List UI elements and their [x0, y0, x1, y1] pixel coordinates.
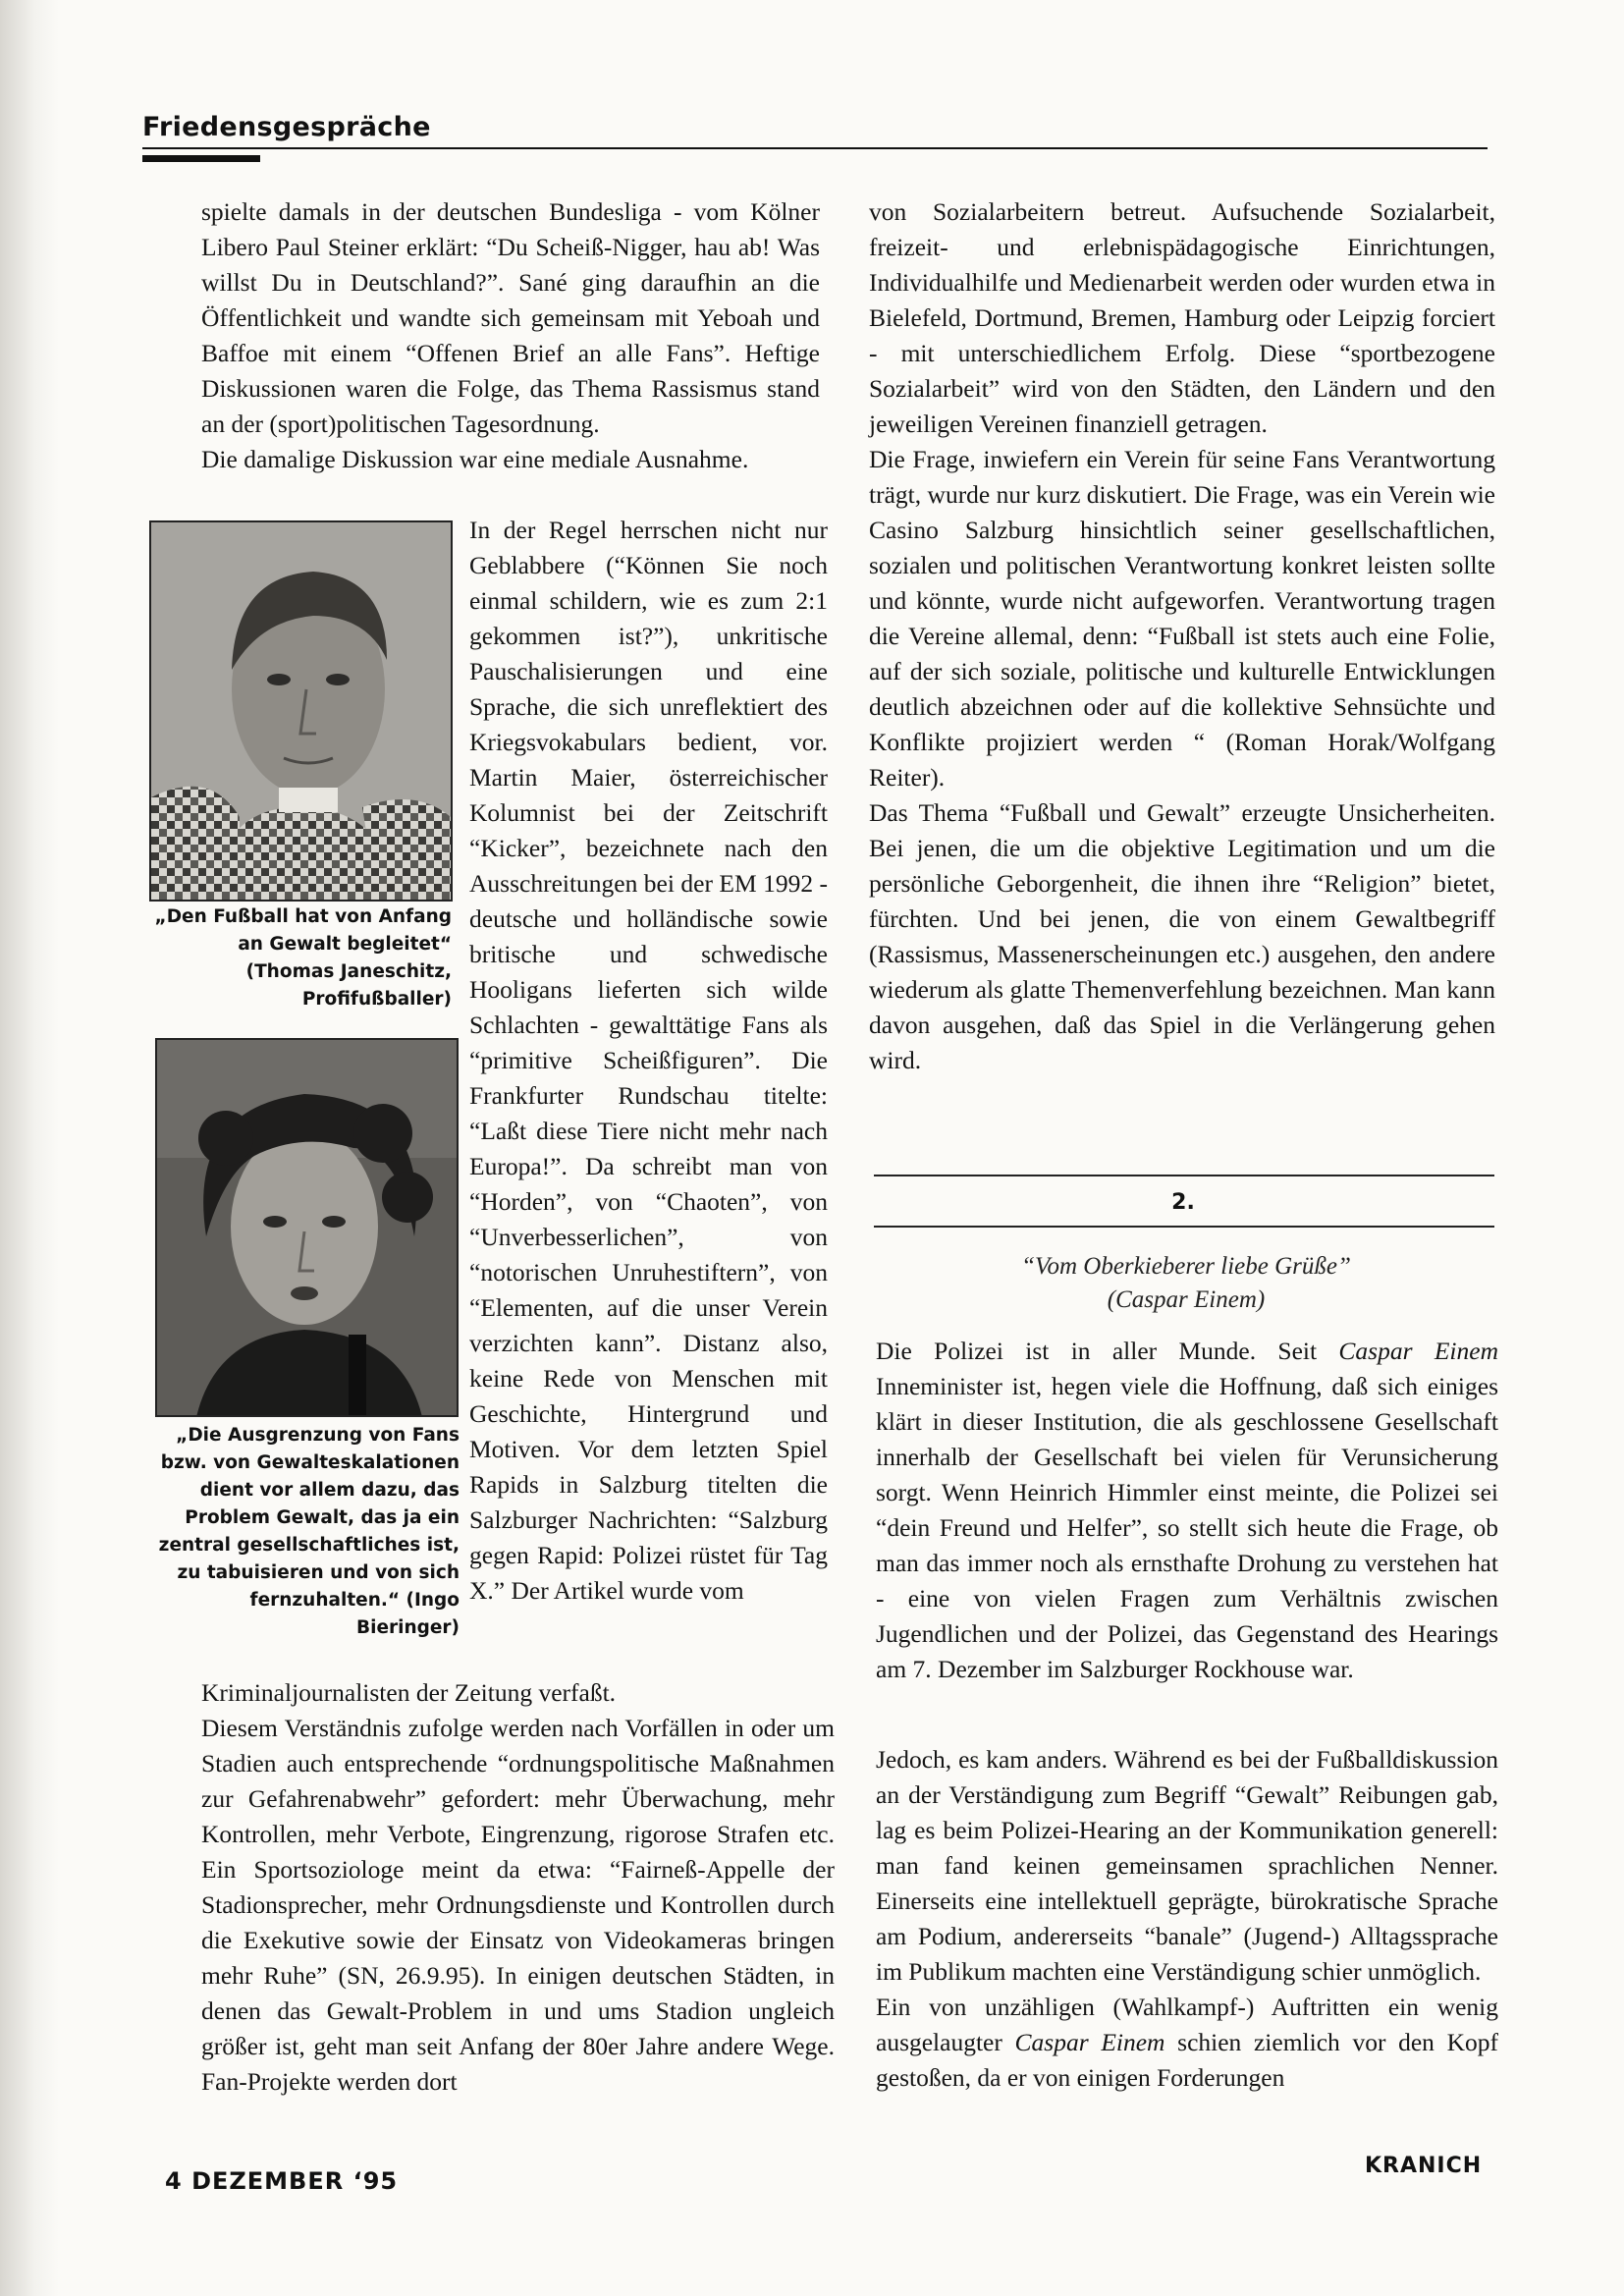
photo-ingo-bieringer [155, 1038, 459, 1417]
right-column-section2-p1 [876, 1334, 1498, 1687]
header-accent-bar [142, 155, 260, 162]
paragraph: Kriminaljournalisten der Zeitung verfaßt. [201, 1678, 617, 1707]
footer-issue [165, 2167, 398, 2195]
photo-caption: „Den Fußball hat von Anfang an Gewalt begleitet“ (Thomas Janeschitz, Profifußballer) [154, 906, 452, 1010]
issue-date: DEZEMBER ‘95 [191, 2167, 399, 2195]
header-rule [142, 147, 1488, 149]
paragraph: Jedoch, es kam anders. Während es bei der Fußballdiskussion an der Verständigung zum Begriff “Gewalt” Reibungen gab, lag es beim Polizei-Hearing an der Kommunikation generell: man fand keinen gemeinsamen sprachlichen Nenner. Einerseits eine intellektuell geprägte, bürokratische Sprache am Podium, andererseits “banale” (Jugend-) Alltagssprache im Publikum machten eine Verständigung schier unmöglich. [876, 1745, 1498, 1986]
paragraph: Ein von unzähligen (Wahlkampf-) Auftritten ein wenig ausgelaugter Caspar Einem schien ziemlich vor den Kopf gestoßen, da er von einigen Forderungen [876, 1993, 1499, 2092]
paragraph: Die damalige Diskussion war eine mediale Ausnahme. [201, 445, 749, 473]
magazine-name: KRANICH [1365, 2154, 1483, 2178]
photo-thomas-janeschitz [149, 520, 453, 902]
portrait-photo [157, 1040, 457, 1415]
section-divider-top [874, 1175, 1494, 1176]
paragraph: von Sozialarbeitern betreut. Aufsuchende Sozialarbeit, freizeit- und erlebnispädagogische Einrichtungen, Individualhilfe und Medienarbeit werden oder wurden etwa in Bielefeld, Dortmund, Bremen, Hamburg oder Leipzig forciert - mit unterschiedlichem Erfolg. Diese “sportbezogene Sozialarbeit” wird von den Städten, den Ländern und den jeweiligen Vereinen finanziell getragen. [869, 197, 1495, 438]
left-column-top [201, 194, 820, 477]
left-column-bottom [201, 1675, 835, 2100]
section-quote: “Vom Oberkieberer liebe Grüße” [1021, 1253, 1351, 1280]
section-number: 2. [1171, 1190, 1195, 1215]
paragraph: In der Regel herrschen nicht nur Geblabbere (“Können Sie noch einmal schildern, wie es zum 2:1 gekommen ist?”), unkritische Pauschalisierungen und eine Sprache, die sich unreflektiert des Kriegsvokabulars bedient, vor. Martin Maier, österreichischer Kolumnist bei der Zeitschrift “Kicker”, bezeichnete nach den Ausschreitungen bei der EM 1992 - deutsche und holländische sowie britische und schwedische Hooligans lieferten sich wilde Schlachten - gewalttätige Fans als “primitive Scheißfiguren”. Die Frankfurter Rundschau titelte: “Laßt diese Tiere nicht mehr nach Europa!”. Da schreibt man von “Horden”, von “Chaoten”, von “Unverbesserlichen”, von “notorischen Unruhestiftern”, von “Elementen, auf die unser Verein verzichten kann”. Distanz also, keine Rede von Menschen mit Geschichte, Hintergrund und Motiven. Vor dem letzten Spiel Rapids in Salzburg titelten die Salzburger Nachrichten: “Salzburg gegen Rapid: Polizei rüstet für Tag X.” Der Artikel wurde vom [469, 516, 828, 1605]
paragraph: Die Polizei ist in aller Munde. Seit Caspar Einem Inneminister ist, hegen viele die Hoffnung, daß sich einiges klärt in dieser Institution, die als geschlossene Gesellschaft innerhalb der Gesellschaft bei vielen für Verunsicherung sorgt. Wenn Heinrich Himmler einst meinte, die Polizei sei “dein Freund und Helfer”, so stellt sich heute die Frage, ob man das immer noch als ernsthafte Drohung zu verstehen hat - eine von vielen Fragen zum Verhältnis zwischen Jugendlichen und der Polizei, das Gegenstand des Hearings am 7. Dezember im Salzburger Rockhouse war. [876, 1337, 1498, 1683]
page-spine-shadow [0, 0, 59, 2296]
paragraph: spielte damals in der deutschen Bundesliga - vom Kölner Libero Paul Steiner erklärt: “Du Scheiß-Nigger, hau ab! Was willst Du in Deutschland?”. Sané ging daraufhin an die Öffentlichkeit und wandte sich gemeinsam mit Yeboah und Baffoe mit einem “Offenen Brief an alle Fans”. Heftige Diskussionen waren die Folge, das Thema Rassismus stand an der (sport)politischen Tagesordnung. [201, 197, 820, 438]
paragraph: Diesem Verständnis zufolge werden nach Vorfällen in oder um Stadien auch entsprechende “ordnungspolitische Maßnahmen zur Gefahrenabwehr” gefordert: mehr Überwachung, mehr Kontrollen, mehr Verbote, Eingrenzung, rigorose Strafen etc. Ein Sportsoziologe meint da etwa: “Fairneß-Appelle der Stadionsprecher, mehr Ordnungsdienste und Kontrollen durch die Exekutive sowie der Einsatz von Videokameras bringen mehr Ruhe” (SN, 26.9.95). In einigen deutschen Städten, in denen das Gewalt-Problem in und ums Stadion ungleich größer ist, geht man seit Anfang der 80er Jahre andere Wege. Fan-Projekte werden dort [201, 1714, 835, 2096]
right-column-top [869, 194, 1495, 1078]
portrait-photo [151, 522, 451, 900]
paragraph: Das Thema “Fußball und Gewalt” erzeugte Unsicherheiten. Bei jenen, die um die objektive Legitimation und um die persönliche Geborgenheit, die ihnen ihre “Religion” bietet, fürchten. Und bei jenen, die von einem Gewaltbegriff (Rassismus, Massenerscheinungen etc.) ausgehen, den andere wiederum als glatte Themenverfehlung bezeichnen. Man kann davon ausgehen, daß das Spiel in die Verlängerung gehen wird. [869, 798, 1495, 1074]
right-column-section2-p2 [876, 1742, 1498, 2096]
person-name: Caspar Einem [1014, 2028, 1165, 2056]
page-number: 4 [165, 2167, 183, 2195]
section-quote-attribution: (Caspar Einem) [1107, 1286, 1266, 1313]
left-column-middle [469, 513, 828, 1609]
section-title: Friedensgespräche [142, 112, 431, 142]
section-divider-bottom [874, 1226, 1494, 1228]
paragraph: Die Frage, inwiefern ein Verein für seine Fans Verantwortung trägt, wurde nur kurz diskutiert. Die Frage, was ein Verein wie Casino Salzburg hinsichtlich seiner gesellschaftlichen, sozialen und politischen Verantwortung konkret leisten sollte und könnte, wurde nicht aufgeworfen. Verantwortung tragen die Vereine allemal, denn: “Fußball ist stets auch eine Folie, auf der sich soziale, politische und kulturelle Entwicklungen deutlich abzeichnen oder auf die kollektive Sehnsüchte und Konflikte projiziert werden “ (Roman Horak/Wolfgang Reiter). [869, 445, 1495, 792]
photo-caption: „Die Ausgrenzung von Fans bzw. von Gewalteskalationen dient vor allem dazu, das Problem Gewalt, das ja ein zentral gesellschaftliches ist, zu tabuisieren und von sich fernzuhalten.“ (Ingo Bieringer) [158, 1425, 460, 1638]
person-name: Caspar Einem [1338, 1337, 1498, 1365]
